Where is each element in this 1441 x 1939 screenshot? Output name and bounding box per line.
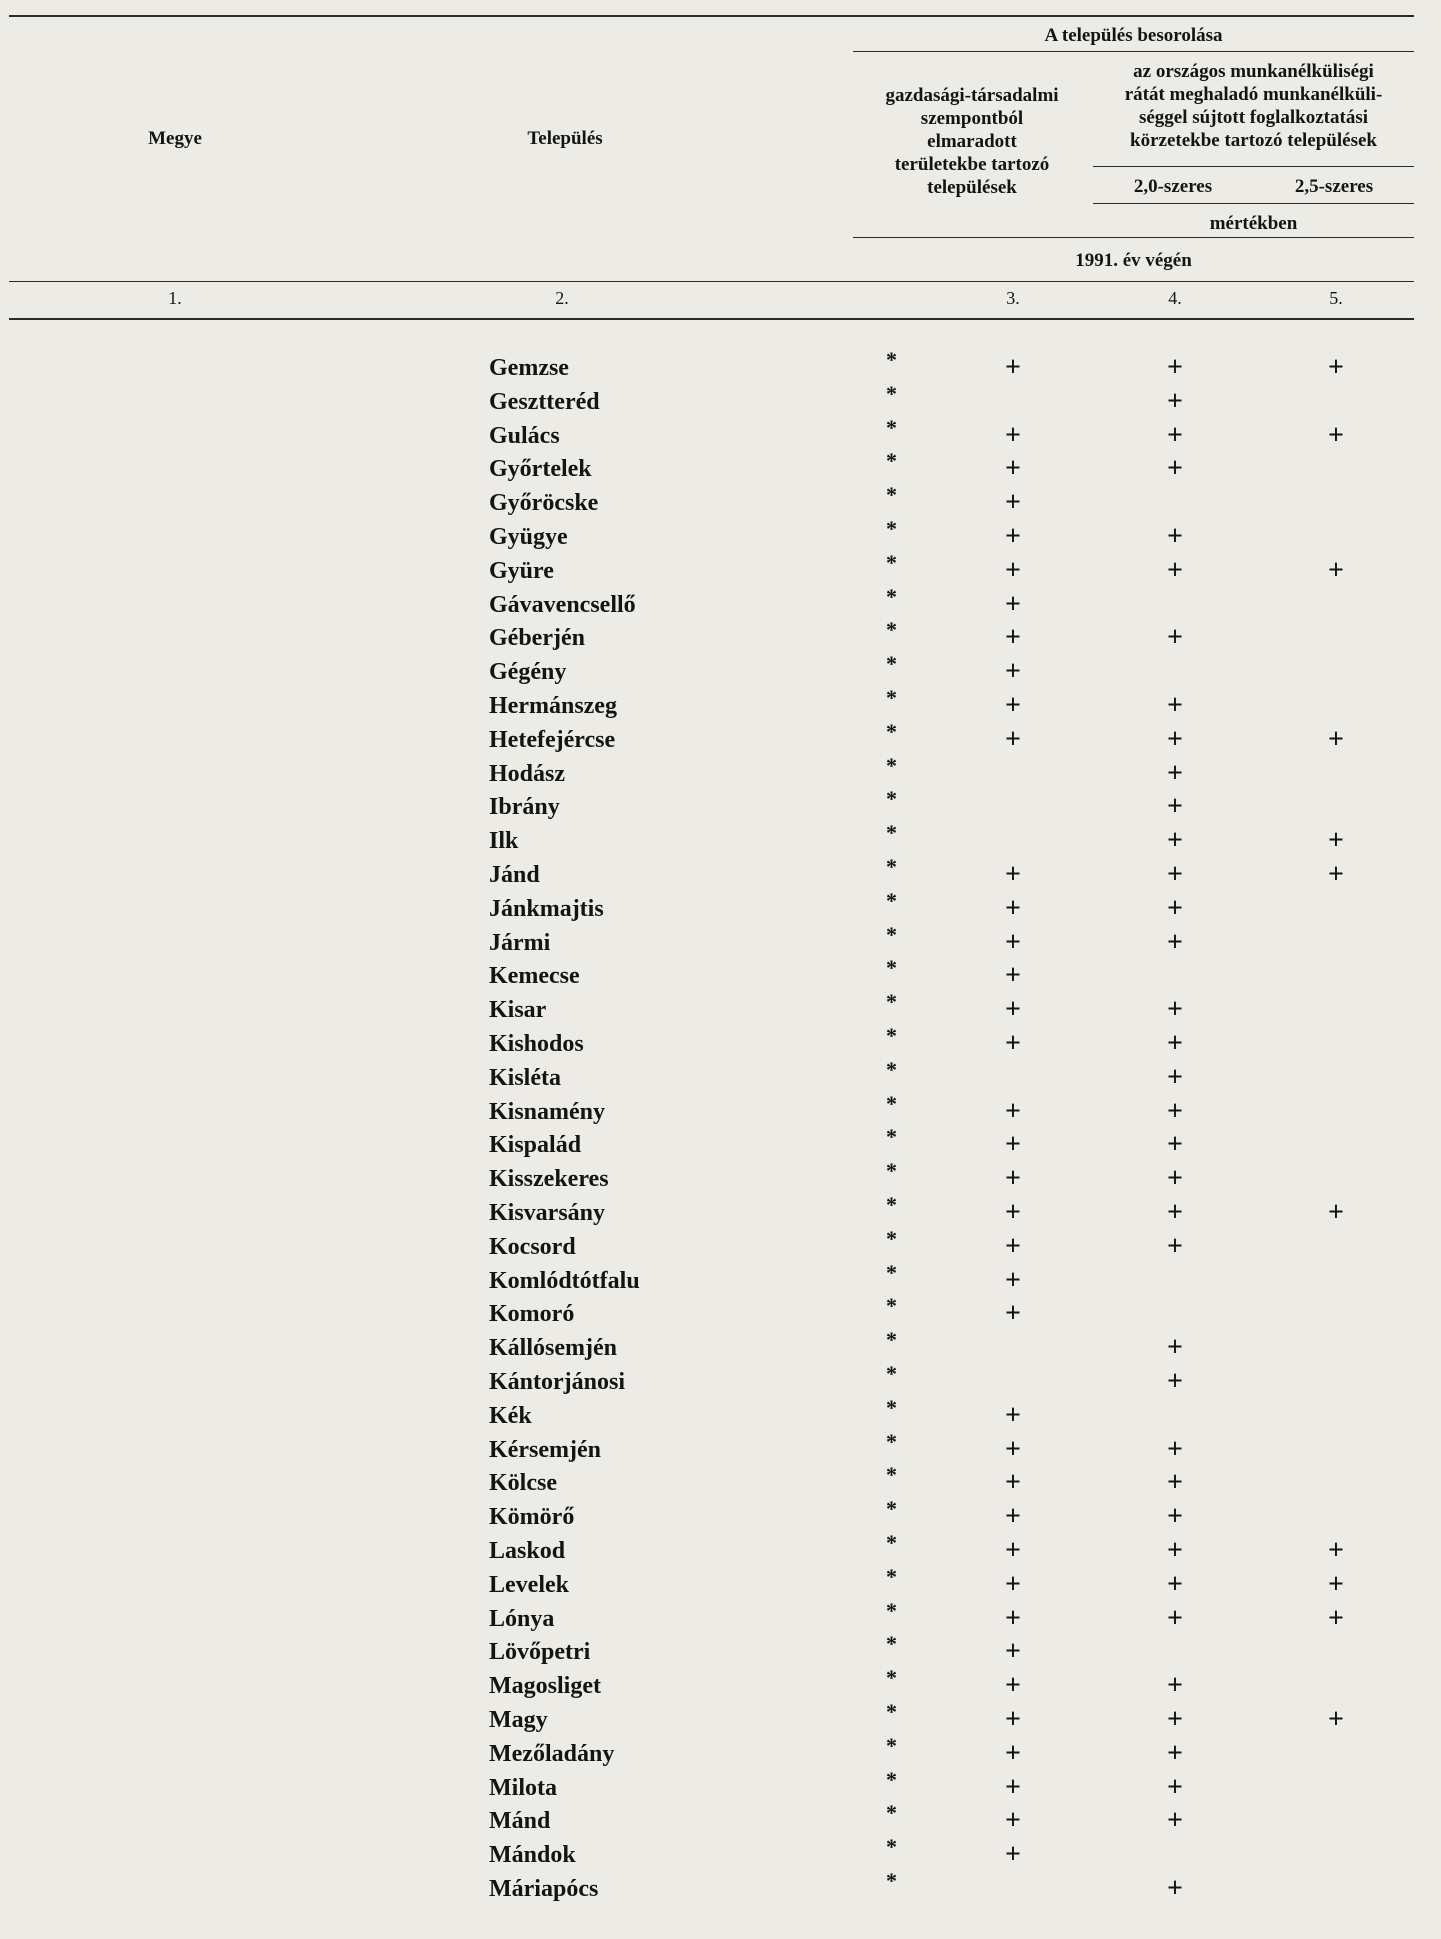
asterisk-mark: * (886, 1631, 897, 1656)
asterisk-mark: * (886, 786, 897, 811)
measure-label: mértékben (1209, 213, 1298, 234)
table-row (0, 1564, 1441, 1604)
plus-mark-c4: + (1167, 1603, 1183, 1634)
settlement-name: Jánd (489, 862, 540, 888)
date-rule (853, 237, 1414, 238)
plus-mark-c3: + (1005, 1535, 1021, 1566)
table-row (0, 1226, 1441, 1266)
asterisk-mark: * (886, 719, 897, 744)
plus-mark-c4: + (1167, 352, 1183, 383)
table-row (0, 955, 1441, 995)
plus-mark-c4: + (1167, 1197, 1183, 1228)
col3-header-line: gazdasági-társadalmi (885, 85, 1059, 106)
settlement-name: Komoró (489, 1301, 575, 1327)
settlement-name: Kishodos (489, 1031, 584, 1057)
plus-mark-c3: + (1005, 690, 1021, 721)
settlement-name: Gulács (489, 423, 560, 449)
plus-mark-c4: + (1167, 1704, 1183, 1735)
table-row (0, 1327, 1441, 1367)
plus-mark-c3: + (1005, 1265, 1021, 1296)
col5-sub-header: 2,5-szeres (1294, 176, 1374, 197)
plus-mark-c4: + (1167, 1805, 1183, 1836)
asterisk-mark: * (886, 347, 897, 372)
table-row (0, 922, 1441, 962)
settlement-name: Kömörő (489, 1504, 575, 1530)
settlement-name: Kisvarsány (489, 1200, 606, 1226)
plus-mark-c5: + (1328, 352, 1344, 383)
asterisk-mark: * (886, 820, 897, 845)
settlement-name: Kemecse (489, 963, 580, 989)
settlement-name: Levelek (489, 1572, 569, 1598)
group-title: A település besorolása (1044, 25, 1223, 46)
plus-mark-c4: + (1167, 1163, 1183, 1194)
asterisk-mark: * (886, 1834, 897, 1859)
asterisk-mark: * (886, 955, 897, 980)
plus-mark-c4: + (1167, 1028, 1183, 1059)
plus-mark-c4: + (1167, 994, 1183, 1025)
plus-mark-c4: + (1167, 453, 1183, 484)
settlement-name: Gemzse (489, 355, 569, 381)
colnum-5: 5. (1329, 288, 1343, 308)
plus-mark-c4: + (1167, 690, 1183, 721)
table-row (0, 1665, 1441, 1705)
table-row (0, 1023, 1441, 1063)
col-settlement-header: Település (527, 128, 603, 149)
plus-mark-c5: + (1328, 420, 1344, 451)
asterisk-mark: * (886, 1598, 897, 1623)
table-row (0, 1767, 1441, 1807)
plus-mark-c4: + (1167, 1569, 1183, 1600)
asterisk-mark: * (886, 1192, 897, 1217)
settlement-name: Kék (489, 1403, 532, 1429)
plus-mark-c5: + (1328, 555, 1344, 586)
table-row (0, 1395, 1441, 1435)
colnum-4: 4. (1168, 288, 1182, 308)
settlement-name: Gesztteréd (489, 389, 600, 415)
settlement-name: Kérsemjén (489, 1437, 601, 1463)
asterisk-mark: * (886, 1429, 897, 1454)
table-row (0, 1496, 1441, 1536)
asterisk-mark: * (886, 1462, 897, 1487)
table-row (0, 1429, 1441, 1469)
table-row (0, 1598, 1441, 1638)
asterisk-mark: * (886, 753, 897, 778)
plus-mark-c4: + (1167, 1434, 1183, 1465)
plus-mark-c3: + (1005, 622, 1021, 653)
table-row (0, 1124, 1441, 1164)
plus-mark-c3: + (1005, 1839, 1021, 1870)
plus-mark-c5: + (1328, 1704, 1344, 1735)
plus-mark-c4: + (1167, 825, 1183, 856)
settlement-name: Jánkmajtis (489, 896, 604, 922)
asterisk-mark: * (886, 1091, 897, 1116)
plus-mark-c3: + (1005, 487, 1021, 518)
table-row (0, 584, 1441, 624)
asterisk-mark: * (886, 584, 897, 609)
table-row (0, 1361, 1441, 1401)
col45-header-line: rátát meghaladó munkanélküli- (1124, 84, 1383, 105)
table-row (0, 753, 1441, 793)
table-row (0, 786, 1441, 826)
plus-mark-c5: + (1328, 1569, 1344, 1600)
plus-mark-c3: + (1005, 589, 1021, 620)
asterisk-mark: * (886, 1800, 897, 1825)
table-row (0, 989, 1441, 1029)
plus-mark-c3: + (1005, 1772, 1021, 1803)
sub-rule (1093, 166, 1414, 167)
settlement-name: Lövőpetri (489, 1639, 591, 1665)
table-row (0, 1733, 1441, 1773)
asterisk-mark: * (886, 854, 897, 879)
plus-mark-c4: + (1167, 927, 1183, 958)
header-bottom-rule (9, 281, 1414, 282)
table-row (0, 1091, 1441, 1131)
table-row (0, 1260, 1441, 1300)
settlement-name: Kállósemjén (489, 1335, 617, 1361)
plus-mark-c4: + (1167, 893, 1183, 924)
plus-mark-c3: + (1005, 1197, 1021, 1228)
table-row (0, 550, 1441, 590)
settlement-name: Hodász (489, 761, 566, 787)
col3-header-line: szempontból (920, 108, 1024, 129)
table-row (0, 1462, 1441, 1502)
asterisk-mark: * (886, 550, 897, 575)
plus-mark-c3: + (1005, 420, 1021, 451)
settlement-name: Gyügye (489, 524, 568, 550)
settlement-name: Magosliget (489, 1673, 601, 1699)
plus-mark-c3: + (1005, 555, 1021, 586)
colnum-2: 2. (555, 288, 569, 308)
plus-mark-c3: + (1005, 1738, 1021, 1769)
asterisk-mark: * (886, 1158, 897, 1183)
plus-mark-c4: + (1167, 1535, 1183, 1566)
settlement-name: Lónya (489, 1606, 555, 1632)
plus-mark-c3: + (1005, 893, 1021, 924)
asterisk-mark: * (886, 1733, 897, 1758)
table-row (0, 719, 1441, 759)
settlement-name: Kisléta (489, 1065, 561, 1091)
plus-mark-c3: + (1005, 1434, 1021, 1465)
asterisk-mark: * (886, 448, 897, 473)
asterisk-mark: * (886, 516, 897, 541)
col3-header-line: települések (927, 177, 1017, 198)
plus-mark-c3: + (1005, 1704, 1021, 1735)
asterisk-mark: * (886, 989, 897, 1014)
settlement-name: Kántorjánosi (489, 1369, 626, 1395)
plus-mark-c3: + (1005, 859, 1021, 890)
table-row (0, 516, 1441, 556)
col3-header-line: területekbe tartozó (894, 154, 1050, 175)
settlement-name: Mezőladány (489, 1741, 615, 1767)
asterisk-mark: * (886, 1226, 897, 1251)
settlement-name: Milota (489, 1775, 557, 1801)
asterisk-mark: * (886, 1124, 897, 1149)
plus-mark-c4: + (1167, 1501, 1183, 1532)
settlement-name: Kisszekeres (489, 1166, 609, 1192)
plus-mark-c4: + (1167, 1096, 1183, 1127)
col3-header (856, 84, 1088, 199)
settlement-name: Mánd (489, 1808, 551, 1834)
plus-mark-c4: + (1167, 386, 1183, 417)
plus-mark-c5: + (1328, 1197, 1344, 1228)
table-body-rule (9, 318, 1414, 320)
table-row (0, 1293, 1441, 1333)
table-row (0, 1868, 1441, 1908)
settlement-name: Győröcske (489, 490, 599, 516)
settlement-name: Laskod (489, 1538, 566, 1564)
asterisk-mark: * (886, 685, 897, 710)
settlement-name: Jármi (489, 930, 551, 956)
asterisk-mark: * (886, 1767, 897, 1792)
sub-rule-2 (1093, 203, 1414, 204)
plus-mark-c3: + (1005, 1400, 1021, 1431)
table-row (0, 820, 1441, 860)
plus-mark-c3: + (1005, 1501, 1021, 1532)
settlement-name: Ilk (489, 828, 519, 854)
date-label: 1991. év végén (1075, 250, 1192, 271)
plus-mark-c4: + (1167, 1366, 1183, 1397)
col4-sub-header: 2,0-szeres (1133, 176, 1213, 197)
plus-mark-c3: + (1005, 1096, 1021, 1127)
col45-header-line: séggel sújtott foglalkoztatási (1138, 107, 1369, 128)
table-row (0, 482, 1441, 522)
asterisk-mark: * (886, 1057, 897, 1082)
plus-mark-c5: + (1328, 1603, 1344, 1634)
asterisk-mark: * (886, 888, 897, 913)
plus-mark-c4: + (1167, 420, 1183, 451)
table-row (0, 1192, 1441, 1232)
asterisk-mark: * (886, 1023, 897, 1048)
plus-mark-c4: + (1167, 622, 1183, 653)
asterisk-mark: * (886, 617, 897, 642)
table-row (0, 1057, 1441, 1097)
settlement-name: Máriapócs (489, 1876, 599, 1902)
plus-mark-c3: + (1005, 656, 1021, 687)
table-row (0, 1699, 1441, 1739)
plus-mark-c4: + (1167, 1467, 1183, 1498)
asterisk-mark: * (886, 1699, 897, 1724)
col45-header-line: körzetekbe tartozó települések (1130, 130, 1377, 151)
table-row (0, 1834, 1441, 1874)
asterisk-mark: * (886, 482, 897, 507)
plus-mark-c4: + (1167, 1670, 1183, 1701)
table-row (0, 1631, 1441, 1671)
group-rule (853, 51, 1414, 52)
table-row (0, 1530, 1441, 1570)
plus-mark-c3: + (1005, 1805, 1021, 1836)
plus-mark-c5: + (1328, 724, 1344, 755)
settlement-name: Gyüre (489, 558, 554, 584)
settlement-name: Kisar (489, 997, 547, 1023)
asterisk-mark: * (886, 415, 897, 440)
settlement-name: Kocsord (489, 1234, 576, 1260)
settlement-name: Magy (489, 1707, 548, 1733)
table-row (0, 685, 1441, 725)
plus-mark-c3: + (1005, 994, 1021, 1025)
table-row (0, 888, 1441, 928)
plus-mark-c3: + (1005, 1603, 1021, 1634)
plus-mark-c5: + (1328, 825, 1344, 856)
plus-mark-c3: + (1005, 352, 1021, 383)
col-county-header: Megye (148, 128, 202, 149)
plus-mark-c4: + (1167, 1332, 1183, 1363)
col45-header-line: az országos munkanélküliségi (1133, 61, 1374, 82)
plus-mark-c3: + (1005, 1670, 1021, 1701)
asterisk-mark: * (886, 381, 897, 406)
plus-mark-c4: + (1167, 1129, 1183, 1160)
asterisk-mark: * (886, 1665, 897, 1690)
plus-mark-c4: + (1167, 791, 1183, 822)
plus-mark-c3: + (1005, 724, 1021, 755)
settlement-name: Kölcse (489, 1470, 557, 1496)
colnum-1: 1. (168, 288, 182, 308)
plus-mark-c3: + (1005, 927, 1021, 958)
plus-mark-c5: + (1328, 859, 1344, 890)
asterisk-mark: * (886, 1361, 897, 1386)
plus-mark-c3: + (1005, 1636, 1021, 1667)
colnum-3: 3. (1006, 288, 1020, 308)
plus-mark-c5: + (1328, 1535, 1344, 1566)
asterisk-mark: * (886, 1496, 897, 1521)
asterisk-mark: * (886, 1260, 897, 1285)
table-row (0, 448, 1441, 488)
table-row (0, 381, 1441, 421)
plus-mark-c4: + (1167, 1738, 1183, 1769)
plus-mark-c3: + (1005, 521, 1021, 552)
settlement-name: Komlódtótfalu (489, 1268, 640, 1294)
plus-mark-c3: + (1005, 453, 1021, 484)
table-row (0, 347, 1441, 387)
table-row (0, 854, 1441, 894)
asterisk-mark: * (886, 1293, 897, 1318)
settlement-name: Kispalád (489, 1132, 582, 1158)
asterisk-mark: * (886, 922, 897, 947)
table-row (0, 415, 1441, 455)
settlement-name: Kisnamény (489, 1099, 606, 1125)
plus-mark-c4: + (1167, 1062, 1183, 1093)
settlement-name: Hermánszeg (489, 693, 617, 719)
plus-mark-c4: + (1167, 724, 1183, 755)
plus-mark-c4: + (1167, 1231, 1183, 1262)
settlement-name: Hetefejércse (489, 727, 616, 753)
settlement-name: Mándok (489, 1842, 576, 1868)
plus-mark-c3: + (1005, 1467, 1021, 1498)
settlement-name: Gégény (489, 659, 567, 685)
table-row (0, 1158, 1441, 1198)
table-row (0, 617, 1441, 657)
plus-mark-c3: + (1005, 1231, 1021, 1262)
plus-mark-c4: + (1167, 1772, 1183, 1803)
table-row (0, 1800, 1441, 1840)
plus-mark-c4: + (1167, 521, 1183, 552)
plus-mark-c3: + (1005, 1298, 1021, 1329)
settlement-name: Géberjén (489, 625, 585, 651)
plus-mark-c3: + (1005, 960, 1021, 991)
asterisk-mark: * (886, 1564, 897, 1589)
plus-mark-c3: + (1005, 1028, 1021, 1059)
asterisk-mark: * (886, 1530, 897, 1555)
asterisk-mark: * (886, 651, 897, 676)
plus-mark-c4: + (1167, 758, 1183, 789)
plus-mark-c3: + (1005, 1129, 1021, 1160)
settlement-name: Gávavencsellő (489, 592, 636, 618)
asterisk-mark: * (886, 1868, 897, 1893)
settlement-name: Győrtelek (489, 456, 592, 482)
plus-mark-c4: + (1167, 859, 1183, 890)
col45-header (1093, 60, 1414, 152)
plus-mark-c4: + (1167, 555, 1183, 586)
table-row (0, 651, 1441, 691)
plus-mark-c4: + (1167, 1873, 1183, 1904)
settlement-name: Ibrány (489, 794, 560, 820)
top-rule (9, 15, 1414, 17)
asterisk-mark: * (886, 1327, 897, 1352)
plus-mark-c3: + (1005, 1163, 1021, 1194)
asterisk-mark: * (886, 1395, 897, 1420)
col3-header-line: elmaradott (927, 131, 1017, 152)
plus-mark-c3: + (1005, 1569, 1021, 1600)
